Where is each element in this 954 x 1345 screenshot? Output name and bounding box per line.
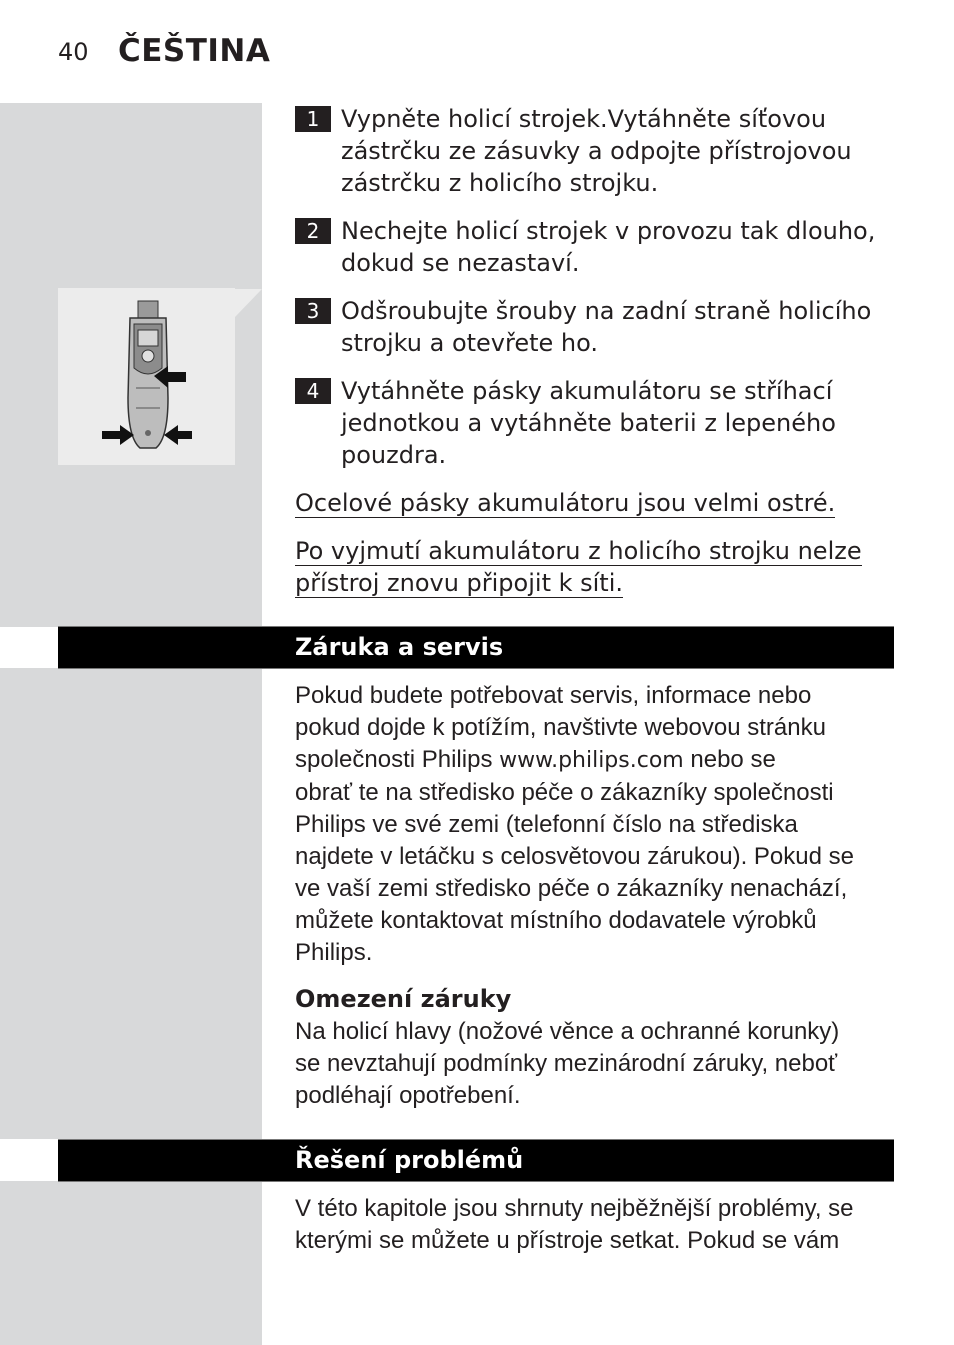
paragraph-line: podléhají opotřebení.: [295, 1082, 521, 1109]
step-line: dokud se nezastaví.: [341, 249, 580, 277]
philips-url-link[interactable]: www.philips.com: [499, 748, 684, 773]
step-line: Vytáhněte pásky akumulátoru se stříhací: [341, 377, 833, 405]
step-item: [295, 295, 895, 359]
step-text: [341, 295, 895, 359]
page-number: 40: [58, 38, 89, 66]
warning-note: [295, 535, 875, 599]
troubleshooting-paragraph: [295, 1193, 895, 1257]
language-title: ČEŠTINA: [118, 33, 271, 69]
paragraph-line: ve vaší zemi středisko péče o zákazníky nenachází,: [295, 875, 848, 902]
paragraph-line: [295, 744, 895, 777]
step-item: [295, 103, 895, 199]
step-line: zástrčku z holicího strojku.: [341, 169, 659, 197]
section-title: Řešení problémů: [295, 1146, 524, 1174]
step-number-badge: 4: [295, 378, 331, 404]
paragraph-line: Na holicí hlavy (nožové věnce a ochranné korunky): [295, 1018, 840, 1045]
paragraph-line: pokud dojde k potížím, navštivte webovou stránku: [295, 714, 826, 741]
step-line: pouzdra.: [341, 441, 447, 469]
warranty-limitation-heading: Omezení záruky: [295, 985, 512, 1013]
warning-line: Ocelové pásky akumulátoru jsou velmi ostré.: [295, 489, 836, 517]
paragraph-line-part: společnosti Philips: [295, 746, 500, 773]
step-line: Vypněte holicí strojek.Vytáhněte síťovou: [341, 105, 827, 133]
paragraph-line-part: nebo se: [683, 746, 776, 773]
paragraph-line: můžete kontaktovat místního dodavatele výrobků: [295, 907, 817, 934]
paragraph-line: najdete v letáčku s celosvětovou zárukou). Pokud se: [295, 843, 854, 870]
warning-line: přístroj znovu připojit k síti.: [295, 569, 624, 597]
warranty-paragraph: [295, 680, 895, 969]
step-line: Nechejte holicí strojek v provozu tak dlouho,: [341, 217, 876, 245]
step-text: [341, 375, 895, 471]
step-text: [341, 103, 895, 199]
paragraph-line: Pokud budete potřebovat servis, informace nebo: [295, 682, 812, 709]
step-number-badge: 2: [295, 218, 331, 244]
step-item: [295, 215, 895, 279]
warranty-limitation-paragraph: [295, 1016, 895, 1112]
step-number-badge: 1: [295, 106, 331, 132]
section-header-warranty: [58, 626, 894, 669]
callout-pointer: [235, 287, 262, 319]
step-line: jednotkou a vytáhněte baterii z lepeného: [341, 409, 836, 437]
paragraph-line: Philips.: [295, 939, 373, 966]
paragraph-line: Philips ve své zemi (telefonní číslo na střediska: [295, 811, 798, 838]
step-line: zástrčku ze zásuvky a odpojte přístrojovou: [341, 137, 852, 165]
warning-line: Po vyjmutí akumulátoru z holicího strojku nelze: [295, 537, 862, 565]
paragraph-line: V této kapitole jsou shrnuty nejběžnější problémy, se: [295, 1195, 854, 1222]
paragraph-line: kterými se můžete u přístroje setkat. Pokud se vám: [295, 1227, 840, 1254]
step-line: Odšroubujte šrouby na zadní straně holicího: [341, 297, 872, 325]
paragraph-line: obrať te na středisko péče o zákazníky společnosti: [295, 779, 834, 806]
step-item: [295, 375, 895, 471]
step-line: strojku a otevřete ho.: [341, 329, 599, 357]
warning-note: [295, 487, 875, 519]
left-margin-band: [0, 1181, 262, 1345]
paragraph-line: se nevztahují podmínky mezinárodní záruky, neboť: [295, 1050, 838, 1077]
shaver-icon: [58, 288, 235, 465]
left-margin-band: [0, 668, 262, 1139]
section-header-troubleshooting: [58, 1139, 894, 1182]
section-title: Záruka a servis: [295, 633, 504, 661]
step-text: [341, 215, 895, 279]
step-number-badge: 3: [295, 298, 331, 324]
shaver-disassembly-illustration: [58, 288, 235, 465]
